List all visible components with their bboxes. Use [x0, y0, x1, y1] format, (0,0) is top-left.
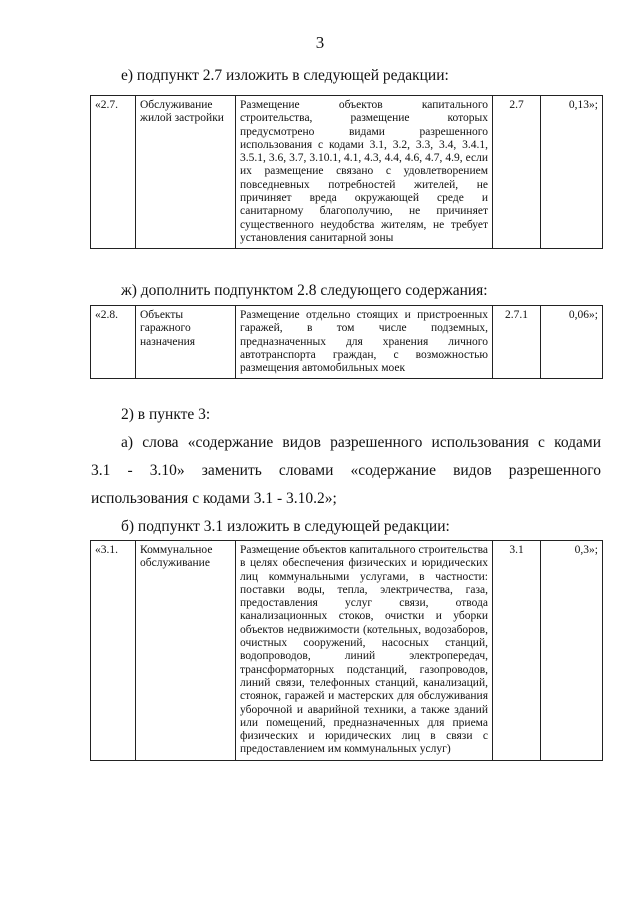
- use-type-name: Объекты гаражного назначения: [136, 306, 236, 379]
- point-a-line-3: использования с кодами 3.1 - 3.10.2»;: [91, 490, 337, 507]
- table-subitem-2-7: [90, 95, 603, 249]
- use-type-name: Коммунальное обслуживание: [136, 541, 236, 761]
- point-a-line-1: а) слова «содержание видов разрешенного использования с кодами: [121, 434, 601, 451]
- use-type-value: 0,3»;: [541, 541, 603, 761]
- page-number: 3: [315, 33, 325, 52]
- table-subitem-2-8: [90, 305, 603, 379]
- amendment-intro-e: е) подпункт 2.7 изложить в следующей редакции:: [121, 67, 449, 84]
- row-number: «3.1.: [91, 541, 136, 761]
- use-type-code: 3.1: [493, 541, 541, 761]
- point-2-heading: 2) в пункте 3:: [121, 406, 211, 423]
- point-a-line-2: 3.1 - 3.10» заменить словами «содержание видов разрешенного: [91, 462, 601, 479]
- use-type-name: Обслуживание жилой застройки: [136, 96, 236, 249]
- use-type-description: Размещение отдельно стоящих и пристроенных гаражей, в том числе подземных, предназначенных для хранения личного автотранспорта граждан, с возможностью размещения автомобильных моек: [236, 306, 493, 379]
- use-type-value: 0,13»;: [541, 96, 603, 249]
- table-subitem-3-1: [90, 540, 603, 761]
- use-type-value: 0,06»;: [541, 306, 603, 379]
- use-type-code: 2.7.1: [493, 306, 541, 379]
- use-type-description: Размещение объектов капитального строительства в целях обеспечения физических и юридических лиц коммунальными услугами, в частности: поставки воды, тепла, электричества, газа, предоставления услуг связи, отвода канализационных стоков, очистки и уборки объектов недвижимости (котельных, водозаборов, очистных сооружений, насосных станций, водопроводов, линий электропередач, трансформаторных подстанций, газопроводов, линий связи, телефонных станций, канализаций, стоянок, гаражей и мастерских для обслуживания уборочной и аварийной техники, а также зданий или помещений, предназначенных для приема физических и юридических лиц в связи с предоставлением им коммунальных услуг): [236, 541, 493, 761]
- table-row: [91, 96, 603, 249]
- use-type-description: Размещение объектов капитального строительства, размещение которых предусмотрено видами разрешенного использования с кодами 3.1, 3.2, 3.3, 3.4, 3.4.1, 3.5.1, 3.6, 3.7, 3.10.1, 4.1, 4.3, 4.4, 4.6, 4.7, 4.9, если их размещение связано с удовлетворением повседневных потребностей жителей, не причиняет вреда окружающей среде и санитарному благополучию, не причиняет существенного неудобства жителям, не требует установления санитарной зоны: [236, 96, 493, 249]
- amendment-intro-b: б) подпункт 3.1 изложить в следующей редакции:: [121, 518, 450, 535]
- amendment-intro-zh: ж) дополнить подпунктом 2.8 следующего содержания:: [121, 282, 488, 299]
- row-number: «2.8.: [91, 306, 136, 379]
- table-row: [91, 541, 603, 761]
- table-row: [91, 306, 603, 379]
- use-type-code: 2.7: [493, 96, 541, 249]
- row-number: «2.7.: [91, 96, 136, 249]
